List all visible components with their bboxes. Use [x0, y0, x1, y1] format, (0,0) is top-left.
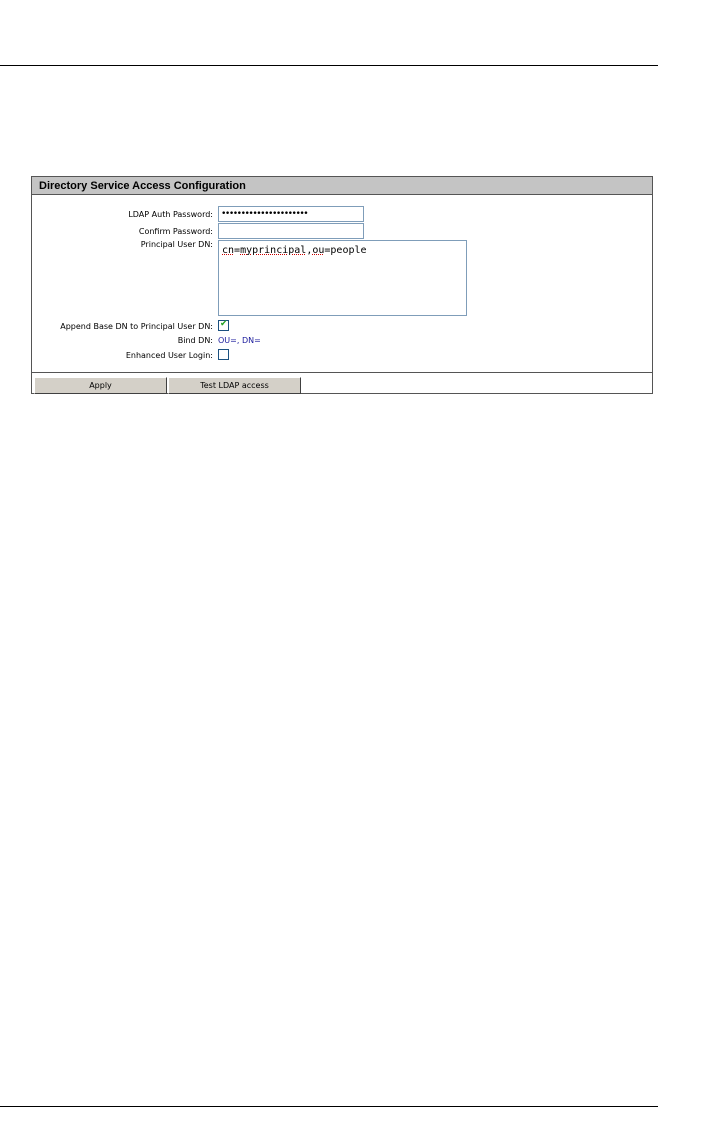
principal-user-dn-label: Principal User DN: [140, 240, 213, 249]
bottom-divider [0, 1106, 658, 1107]
apply-button[interactable]: Apply [34, 377, 167, 394]
confirm-password-input[interactable] [218, 223, 364, 239]
dn-people-text: =people [324, 245, 367, 256]
ldap-auth-password-label: LDAP Auth Password: [128, 210, 213, 219]
dn-sep-text: , [306, 245, 313, 256]
enhanced-user-login-checkbox[interactable] [218, 349, 229, 360]
enhanced-user-login-label: Enhanced User Login: [125, 351, 213, 360]
bind-dn-value: OU=, DN= [218, 336, 261, 345]
dn-eq-text: = [234, 245, 241, 256]
panel-title: Directory Service Access Configuration [32, 177, 652, 195]
dn-ou-text: ou [312, 245, 325, 256]
dn-cn-text: cn [222, 245, 235, 256]
test-ldap-access-button[interactable]: Test LDAP access [168, 377, 301, 394]
top-divider [0, 65, 658, 66]
checkmark-icon: ✔ [220, 319, 228, 329]
panel-footer-divider [32, 372, 652, 373]
dn-principal-text: myprincipal [240, 245, 307, 256]
principal-user-dn-textarea[interactable] [218, 240, 467, 316]
ldap-auth-password-input[interactable]: •••••••••••••••••••••• [218, 206, 364, 222]
append-base-dn-checkbox[interactable] [218, 320, 229, 331]
bind-dn-label: Bind DN: [177, 336, 213, 345]
confirm-password-label: Confirm Password: [138, 227, 213, 236]
directory-service-panel [31, 176, 653, 394]
append-base-dn-label: Append Base DN to Principal User DN: [60, 322, 213, 331]
